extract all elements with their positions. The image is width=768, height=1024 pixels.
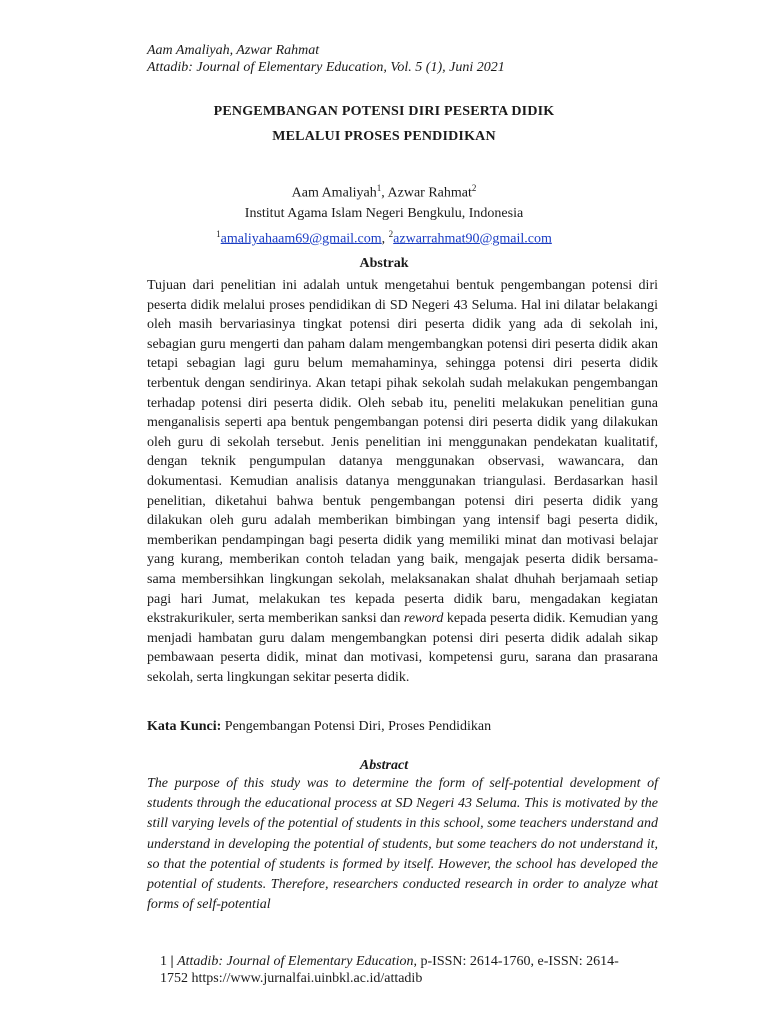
email-2-sup: 2 xyxy=(388,228,394,239)
abstrak-text xyxy=(147,276,658,687)
page-number: 1 xyxy=(160,954,167,969)
footer-journal: Attadib: Journal of Elementary Education xyxy=(177,954,414,969)
running-header xyxy=(147,42,505,76)
paper-title-line-2: MELALUI PROSES PENDIDIKAN xyxy=(272,129,496,144)
abstrak-text-part-2: kepada peserta didik. Kemudian yang menjadi hambatan guru dalam mengembangkan potensi diri peserta didik adalah sikap pembawaan peserta didik, minat dan motivasi, kompetensi guru, sarana dan prasarana sekolah, serta lingkungan sekitar peserta didik. xyxy=(147,611,659,685)
email-1-link[interactable]: amaliyahaam69@gmail.com xyxy=(220,231,382,247)
page-footer xyxy=(160,953,640,987)
footer-issn: , p-ISSN: 2614-1760, e-ISSN: 2614-1752 https://www.jurnalfai.uinbkl.ac.id/attadib xyxy=(160,954,619,986)
header-journal: Attadib: Journal of Elementary Education, Vol. 5 (1), Juni 2021 xyxy=(147,60,505,75)
email-2-link[interactable]: azwarrahmat90@gmail.com xyxy=(393,231,552,247)
author-names: Aam Amaliyah$^1$, Azwar Rahmat$^2$ xyxy=(291,183,477,201)
author-1-name: Aam Amaliyah xyxy=(291,185,377,201)
keywords-label: Kata Kunci: xyxy=(147,719,222,734)
author-2-sup: 2 xyxy=(471,183,477,193)
abstract-text: The purpose of this study was to determine the form of self-potential development of students through the educational process at SD Negeri 43 Seluma. This is motivated by the still varying levels of the potential of students in this school, some teachers understand and understand in developing the potential of students, but some teachers do not understand it, so that the potential of students is formed by itself. However, the school has developed the potential of students. Therefore, researchers conducted research in order to analyze what forms of self-potential xyxy=(147,776,658,913)
email-1-sup: 1 xyxy=(216,228,221,239)
keywords-line xyxy=(147,719,491,735)
abstrak-text-part-1: Tujuan dari penelitian ini adalah untuk mengetahui bentuk pengembangan potensi diri peserta didik melalui proses pendidikan di SD Negeri 43 Seluma. Hal ini dilatar belakangi oleh masih bervariasinya tingkat potensi diri peserta didik yang ada di sekolah ini, sebagian guru mengerti dan paham dalam mengembangkan potensi diri peserta didik akan tetapi sebagian lagi guru belum memahaminya, sehingga potensi diri peserta didik terbentuk dengan sendirinya. Akan tetapi pihak sekolah sudah melakukan pengembangan terhadap potensi diri peserta didik. Oleh sebab itu, peneliti melakukan penelitian guna menganalisis seperti apa bentuk pengembangan potensi diri peserta didik yang dilakukan oleh guru di sekolah tersebut. Jenis penelitian ini menggunakan pendekatan kualitatif, dengan teknik pengumpulan datanya menggunakan observasi, wawancara, dan dokumentasi. Kemudian analisis datanya menggunakan triangulasi. Berdasarkan hasil penelitian, diketahui bahwa bentuk pengembangan potensi diri peserta didik yang dilakukan oleh guru adalah memberikan bimbingan yang intensif bagi peserta didik, memberikan pendampingan bagi peserta didik yang memiliki minat dan motivasi belajar yang kurang, memberikan contoh teladan yang baik, mengajak peserta didik bersama- sama membersihkan lingkungan sekolah, melaksanakan shalat dhuhah berjamaah setiap pagi hari Jumat, melakukan tes kepada peserta didik baru, mengadakan kegiatan ekstrakurikuler, serta memberikan sanksi dan xyxy=(147,278,658,627)
affiliation: Institut Agama Islam Negeri Bengkulu, Indonesia xyxy=(244,205,524,221)
author-emails: $^1$amaliyahaam69@gmail.com, $^2$azwarrahmat90@gmail.com xyxy=(216,228,552,247)
footer-separator: | xyxy=(167,954,178,969)
abstrak-italic-term: reword xyxy=(403,611,444,627)
author-block xyxy=(0,178,768,249)
author-2-name: Azwar Rahmat xyxy=(387,185,472,201)
keywords-value: Pengembangan Potensi Diri, Proses Pendidikan xyxy=(221,719,492,734)
author-1-sup: 1 xyxy=(376,183,382,193)
abstract-heading: Abstract xyxy=(359,758,409,773)
header-authors: Aam Amaliyah, Azwar Rahmat xyxy=(147,43,320,58)
paper-title-line-1: PENGEMBANGAN POTENSI DIRI PESERTA DIDIK xyxy=(213,104,555,119)
abstrak-heading: Abstrak xyxy=(359,256,409,271)
